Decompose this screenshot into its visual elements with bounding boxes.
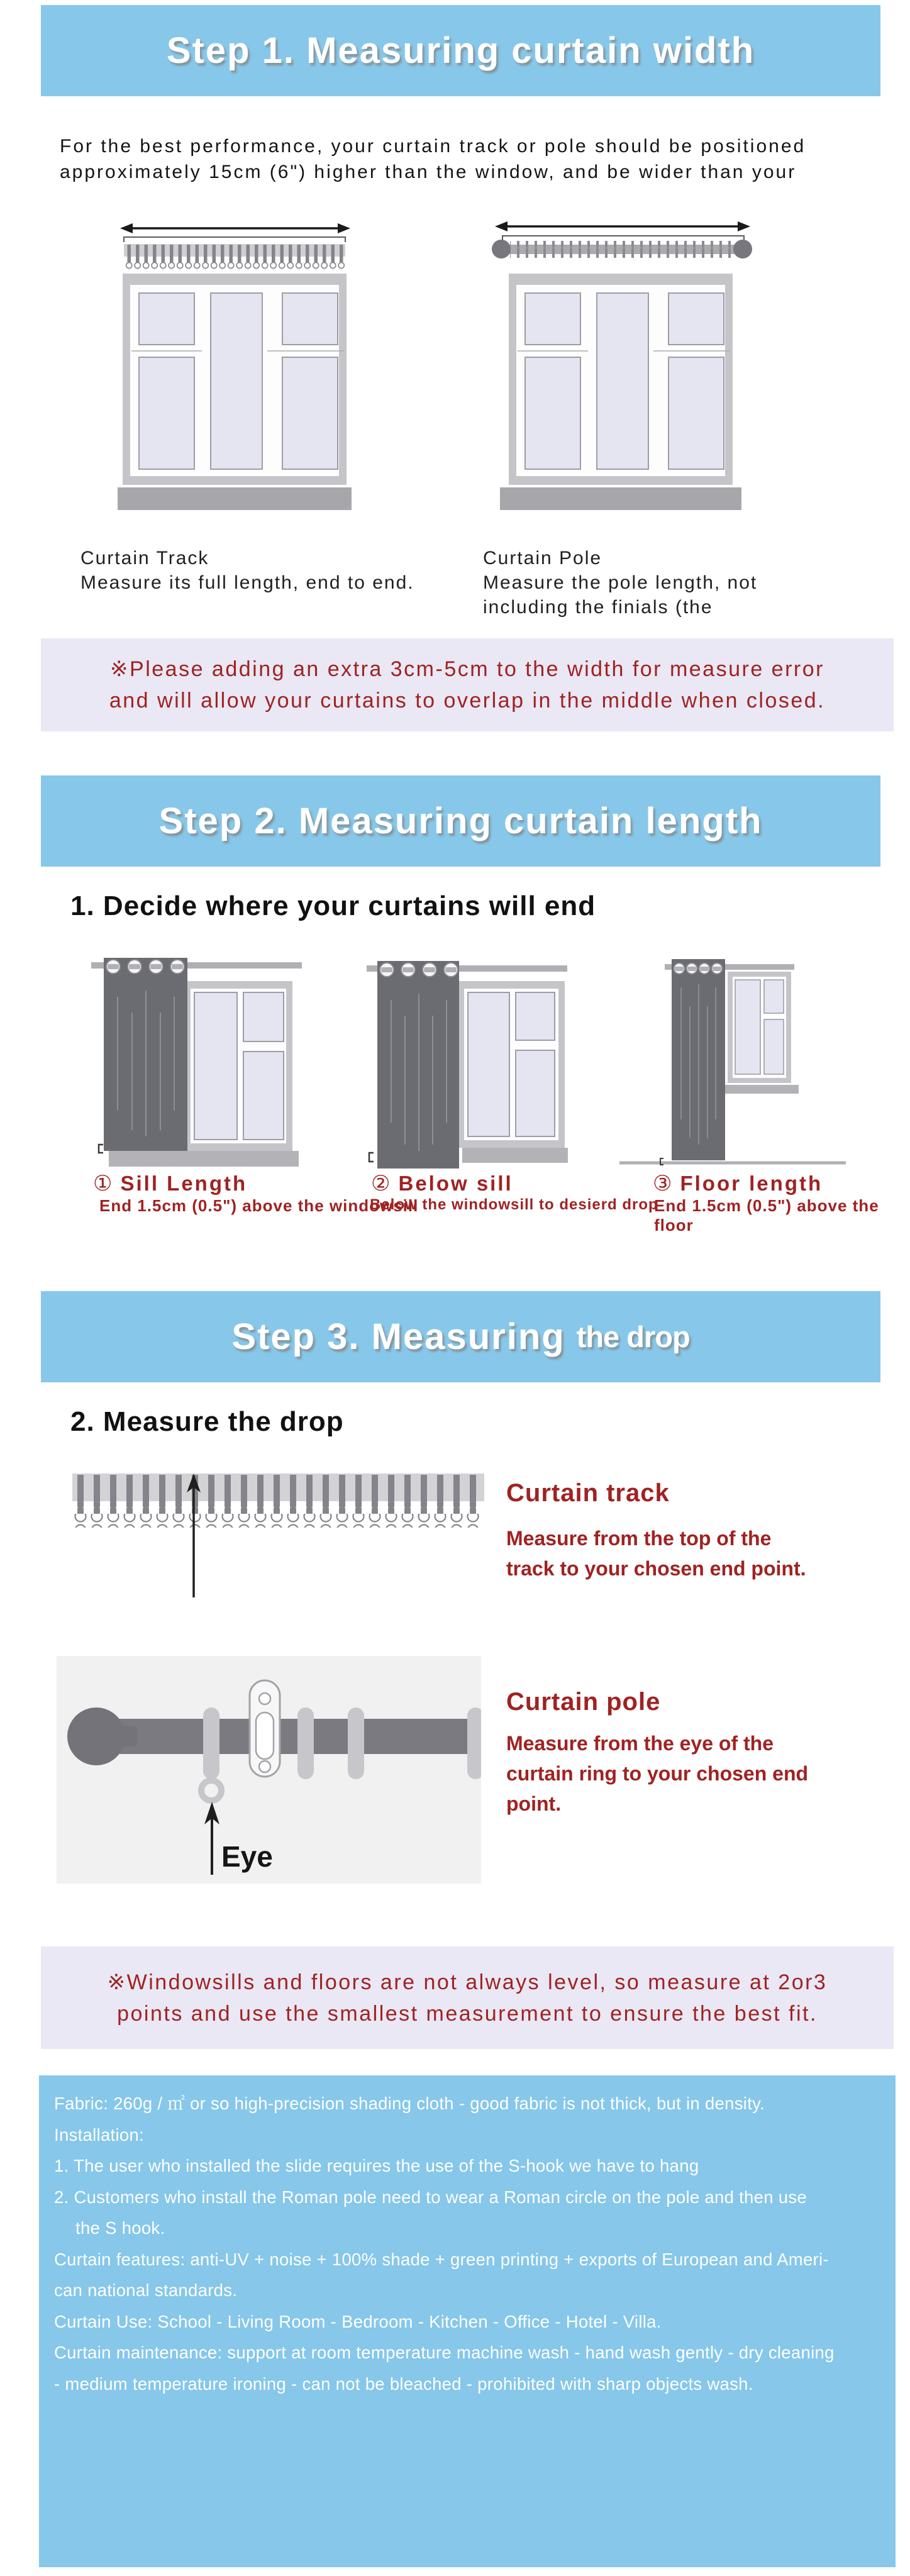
option2-number: ② xyxy=(371,1172,392,1196)
window xyxy=(458,981,565,1148)
wall-bracket xyxy=(250,1680,280,1777)
option1-number: ① xyxy=(93,1172,114,1196)
pole-closeup-title: Curtain pole xyxy=(506,1688,661,1716)
step3-subheading: 2. Measure the drop xyxy=(70,1406,344,1437)
option3-number: ③ xyxy=(653,1172,674,1196)
track-closeup-desc xyxy=(506,1523,806,1584)
curtain-track-closeup xyxy=(72,1468,484,1604)
option3-desc: End 1.5cm (0.5") above the floor xyxy=(654,1196,879,1235)
option1-desc: End 1.5cm (0.5") above the windowsill xyxy=(99,1196,419,1215)
pole-desc-line2: curtain ring to your chosen end xyxy=(506,1762,809,1785)
level-note-line1: ※Windowsills and floors are not always level, so measure at 2or3 xyxy=(107,1970,828,1994)
track-label-title: Curtain Track xyxy=(80,548,209,569)
width-note-line2: and will allow your curtains to overlap in the middle when closed. xyxy=(109,689,826,713)
below-sill-diagram xyxy=(340,953,616,1170)
level-note-line2: points and use the smallest measurement to ensure the best fit. xyxy=(117,2001,818,2026)
window xyxy=(118,274,352,510)
level-note xyxy=(41,1946,894,2049)
step1-title: Step 1. Measuring curtain width xyxy=(166,30,755,71)
step3-header-band xyxy=(41,1291,880,1382)
step2-header-band xyxy=(41,775,880,867)
info-line-install-2: 2. Customers who install the Roman pole need to wear a Roman circle on the pole and then use xyxy=(54,2187,807,2207)
curtain xyxy=(377,961,459,1169)
step1-intro-line1: For the best performance, your curtain track or pole should be positioned xyxy=(60,136,806,157)
measure-bracket xyxy=(502,236,744,241)
track-desc-line1: Measure from the top of the xyxy=(506,1527,772,1550)
track-closeup-title: Curtain track xyxy=(506,1479,670,1507)
window xyxy=(184,981,292,1151)
measure-mark xyxy=(369,1153,374,1162)
option2-caption xyxy=(371,1171,513,1196)
pole-label-desc2: including the finials (the xyxy=(483,597,713,618)
step2-subheading: 1. Decide where your curtains will end xyxy=(70,891,596,921)
option3-title: Floor length xyxy=(680,1172,823,1195)
curtain-track-window-diagram xyxy=(116,213,355,513)
option3-caption xyxy=(653,1171,823,1196)
window xyxy=(500,274,741,510)
windowsill xyxy=(109,1151,299,1167)
info-line-installation: Installation: xyxy=(54,2124,145,2145)
info-line-install-1: 1. The user who installed the slide requires the use of the S-hook we have to hang xyxy=(54,2156,699,2175)
measure-mark xyxy=(99,1145,103,1153)
width-arrow xyxy=(120,223,350,233)
info-line-maintenance: Curtain maintenance: support at room temperature machine wash - hand wash gently - dry cleaning xyxy=(54,2343,835,2362)
info-line-maintenance-2: - medium temperature ironing - can not be bleached - prohibited with sharp objects wash. xyxy=(54,2373,753,2394)
step3-title-main: Step 3. Measuring xyxy=(231,1316,565,1357)
info-line-fabric: Fabric: 260g / ㎡ or so high-precision shading cloth - good fabric is not thick, but in density. xyxy=(54,2094,765,2113)
info-line-install-2b: the S hook. xyxy=(75,2218,165,2238)
curtain-track-strip xyxy=(124,244,345,270)
option1-title: Sill Length xyxy=(120,1172,248,1195)
step1-intro xyxy=(60,133,896,185)
windowsill xyxy=(723,1085,799,1094)
track-label xyxy=(80,546,414,595)
curtain-pole-window-diagram xyxy=(487,213,758,513)
track-label-desc: Measure its full length, end to end. xyxy=(80,572,414,593)
window xyxy=(728,972,791,1083)
step3-title-sub: the drop xyxy=(576,1320,690,1353)
width-note xyxy=(41,638,894,731)
step2-title: Step 2. Measuring curtain length xyxy=(158,801,763,841)
info-line-features: Curtain features: anti-UV + noise + 100% shade + green printing + exports of European and Ameri- xyxy=(54,2249,829,2269)
option2-desc: Below the windowsill to desierd drop xyxy=(370,1196,658,1213)
curtain xyxy=(104,958,187,1151)
width-arrow xyxy=(495,221,750,231)
sill-length-diagram xyxy=(53,953,318,1170)
product-info-panel xyxy=(39,2075,896,2567)
windowsill xyxy=(462,1148,568,1163)
measure-bracket xyxy=(124,237,345,242)
floor-length-diagram xyxy=(619,953,910,1170)
pole-label-title: Curtain Pole xyxy=(483,548,602,569)
step1-header-band xyxy=(41,5,880,96)
step1-intro-line2: approximately 15cm (6") higher than the window, and be wider than your xyxy=(60,162,797,182)
curtain-pole xyxy=(492,240,752,258)
curtain xyxy=(672,959,725,1160)
pole-desc-line1: Measure from the eye of the xyxy=(506,1732,774,1755)
pole-closeup-desc xyxy=(506,1728,808,1819)
width-note-line1: ※Please adding an extra 3cm-5cm to the width for measure error xyxy=(110,657,824,681)
info-line-use: Curtain Use: School - Living Room - Bedroom - Kitchen - Office - Hotel - Villa. xyxy=(54,2311,662,2331)
eye-label: Eye xyxy=(221,1840,273,1873)
pole-label xyxy=(483,546,757,619)
option1-caption xyxy=(93,1171,247,1196)
track-desc-line2: track to your chosen end point. xyxy=(506,1557,806,1580)
pole-label-desc1: Measure the pole length, not xyxy=(483,572,758,593)
info-line-features-2: can national standards. xyxy=(54,2280,238,2300)
option2-title: Below sill xyxy=(398,1172,513,1195)
pole-desc-line3: point. xyxy=(506,1792,562,1815)
